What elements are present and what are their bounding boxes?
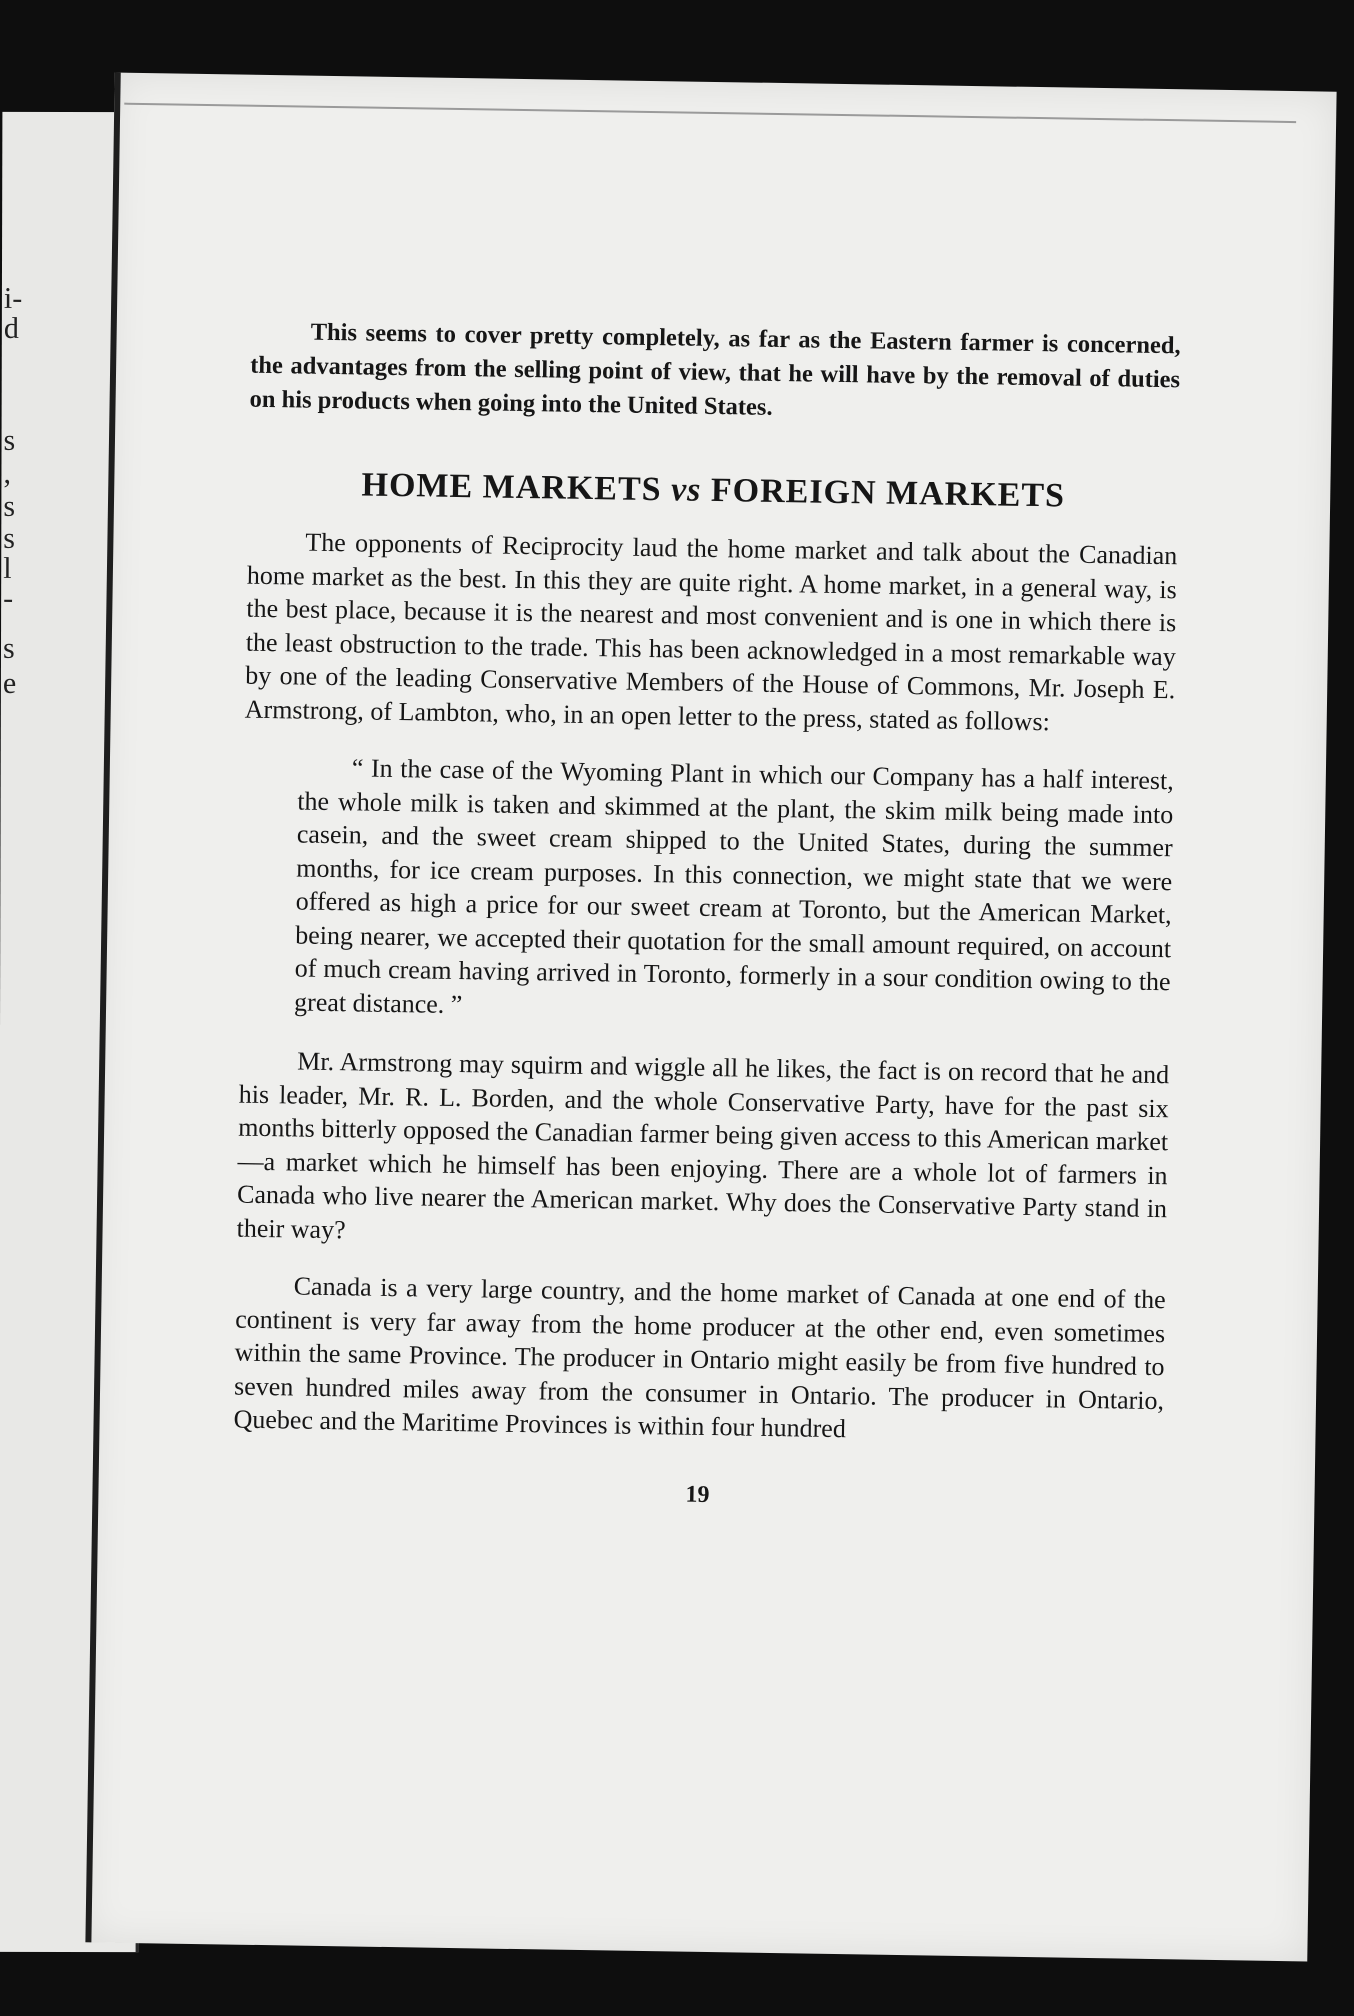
page-content [232,315,1181,1516]
body-paragraph-2: Mr. Armstrong may squirm and wiggle all he likes, the fact is on record that he and his leader, Mr. R. L. Borden, and the whole Conservative Party, have for the past six months bitterly opposed the Canadian farmer being given access to this American market—a market which he himself has been enjoying. There are a whole lot of farmers in Canada who live nearer the American market. Why does the Conservative Party stand in their way? [236,1046,1170,1244]
margin-glyph: d [3,311,19,345]
block-quote: “ In the case of the Wyoming Plant in which our Company has a half interest, the whole milk is taken and skimmed at the plant, the skim milk being made into casein, and the sweet cream shipped to the United States, during the summer months, for ice cream purposes. In this connection, we might state that we were offered as high a price for our sweet cream at Toronto, but the American Market, being nearer, we accepted their quotation for the small amount required, on account of much cream having arrived in Toronto, formerly in a sour condition owing to the great distance. ” [293,753,1174,1019]
margin-glyph: s [3,489,16,523]
page-number: 19 [685,1481,710,1508]
heading-vs: vs [670,471,702,509]
intro-paragraph: This seems to cover pretty completely, as far as the Eastern farmer is concerned, the advantages from the selling point of view, that he will have by the removal of duties on his products when going into the United States. [249,318,1181,421]
margin-glyph: i- [3,281,23,315]
section-heading [248,465,1178,518]
body-paragraph-1: The opponents of Reciprocity laud the home market and talk about the Canadian home market as the best. In this they are quite right. A home market, in a general way, is the best place, because it is the nearest and most convenient and is one in which there is the least obstruction to the trade. This has been acknowledged in a most remarkable way by one of the leading Conservative Members of the House of Commons, Mr. Joseph E. Armstrong, of Lambton, who, in an open letter to the press, stated as follows: [244,527,1178,736]
heading-left: HOME MARKETS [361,466,662,509]
body-paragraph-3: Canada is a very large country, and the home market of Canada at one end of the continent is very far away from the home producer at the other end, even sometimes within the same Province. The producer in Ontario might easily be from five hundred to seven hundred miles away from the consumer in Ontario. The producer in Ontario, Quebec and the Maritime Provinces is within four hundred [233,1271,1166,1444]
document-page [85,73,1336,1962]
margin-glyph: s [2,631,15,665]
margin-glyph: e [2,666,17,700]
page-top-rule [124,103,1296,123]
heading-right: FOREIGN MARKETS [710,471,1066,515]
margin-glyph: s [3,423,16,457]
margin-glyph: , [3,456,12,490]
margin-glyph: - [3,581,14,615]
margin-glyph: l [3,551,12,585]
margin-glyph: s [3,521,16,555]
